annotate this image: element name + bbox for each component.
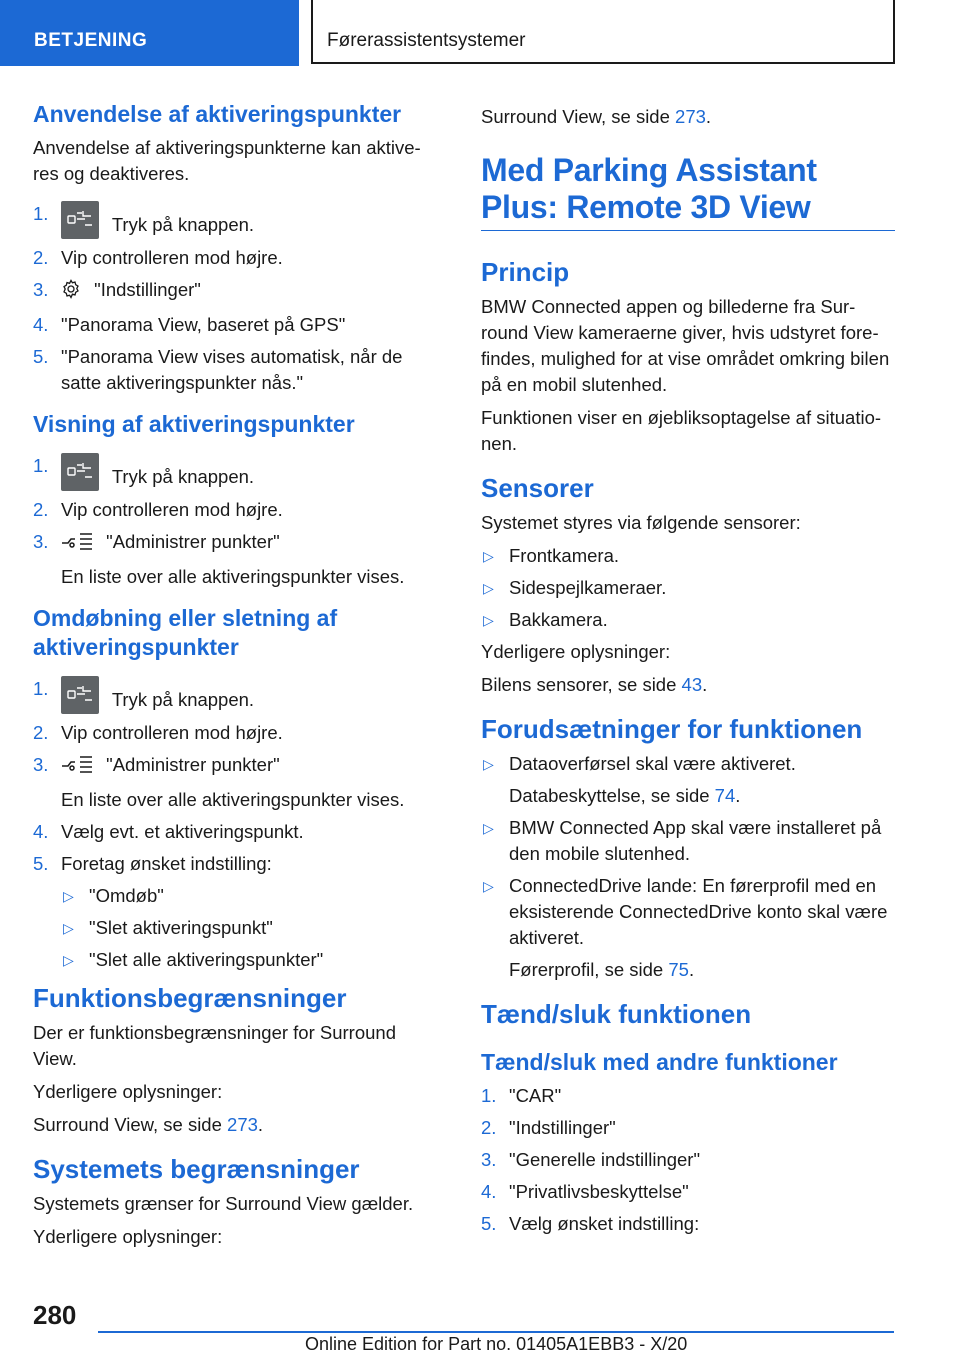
option-button-icon xyxy=(61,676,99,714)
list-item xyxy=(481,1179,895,1205)
step-note: En liste over alle aktiveringspunkter vises. xyxy=(61,789,405,810)
text: Bilens sensorer, se side xyxy=(481,674,682,695)
step-number: 5. xyxy=(33,853,49,874)
list-item xyxy=(33,676,436,714)
bullet-triangle-icon: ▷ xyxy=(483,548,494,564)
page-header xyxy=(0,0,960,66)
step-number: 3. xyxy=(481,1149,497,1170)
paragraph: Systemet styres via følgende sensorer: xyxy=(481,512,801,533)
list-item xyxy=(33,497,436,523)
step-number: 3. xyxy=(33,279,49,300)
bullet-text: ConnectedDrive lande: En førerprofil med en eksisterende ConnectedDrive konto skal være aktiveret. xyxy=(509,875,888,948)
list-item xyxy=(33,720,436,746)
paragraph xyxy=(33,1112,436,1138)
steps-list xyxy=(33,201,436,396)
step-number: 1. xyxy=(33,455,49,476)
step-number: 1. xyxy=(33,203,49,224)
left-column xyxy=(33,100,436,1257)
bullet-text: Dataoverførsel skal være aktiveret. xyxy=(509,753,796,774)
text: Databeskyttelse, se side xyxy=(509,785,715,806)
text: . xyxy=(735,785,741,806)
list-item xyxy=(61,947,436,973)
chapter-title: Førerassistentsystemer xyxy=(311,0,895,64)
bullet-triangle-icon: ▷ xyxy=(63,952,74,968)
list-item xyxy=(61,883,436,909)
sensor-list xyxy=(481,543,895,633)
step-text: "Indstillinger" xyxy=(94,279,201,300)
paragraph: Yderligere oplysninger: xyxy=(481,641,671,662)
bullet-text: Bakkamera. xyxy=(509,609,608,630)
paragraph: Yderligere oplysninger: xyxy=(33,1226,223,1247)
section-tab: BETJENING xyxy=(0,0,299,66)
step-text: "Generelle indstillinger" xyxy=(509,1149,701,1170)
page-link[interactable]: 273 xyxy=(675,106,706,127)
bullet-text: Frontkamera. xyxy=(509,545,620,566)
step-number: 3. xyxy=(33,754,49,775)
paragraph: Anvendelse af aktiveringspunkterne kan aktiveres og deaktiveres. xyxy=(33,137,421,184)
step-text: "CAR" xyxy=(509,1085,562,1106)
list-item xyxy=(33,312,436,338)
text: Surround View, se side xyxy=(481,106,676,127)
text: Surround View, se side xyxy=(33,1114,228,1135)
heading-sensorer: Sensorer xyxy=(481,473,594,503)
step-number: 5. xyxy=(481,1213,497,1234)
list-item xyxy=(481,873,895,983)
bullet-note xyxy=(509,957,895,983)
footer-divider xyxy=(98,1331,894,1333)
bullet-triangle-icon: ▷ xyxy=(483,820,494,836)
step-text: Vip controlleren mod højre. xyxy=(61,499,283,520)
list-item xyxy=(33,344,436,396)
page-link[interactable]: 74 xyxy=(714,785,736,806)
paragraph: Funktionen viser en øjebliksoptagelse af situationen. xyxy=(481,407,882,454)
step-text: Foretag ønsket indstilling: xyxy=(61,853,272,874)
paragraph: Der er funktionsbegrænsninger for Surround View. xyxy=(33,1022,396,1069)
list-item xyxy=(481,815,895,867)
list-item xyxy=(481,575,895,601)
subheading-taend-sluk-andre: Tænd/sluk med andre funktioner xyxy=(481,1049,838,1075)
bullet-triangle-icon: ▷ xyxy=(483,756,494,772)
step-text: Tryk på knappen. xyxy=(111,689,255,710)
heading-princip: Princip xyxy=(481,257,570,287)
step-number: 5. xyxy=(33,346,49,367)
heading-systemets-begraensninger: Systemets begrænsninger xyxy=(33,1154,360,1184)
heading-funktionsbegraensninger: Funktionsbegrænsninger xyxy=(33,983,347,1013)
step-number: 2. xyxy=(33,499,49,520)
option-button-icon xyxy=(61,201,99,239)
step-text: Tryk på knappen. xyxy=(111,214,255,235)
list-item xyxy=(481,751,895,809)
step-text: "Panorama View vises automatisk, når de satte aktiveringspunkter nås." xyxy=(61,346,403,393)
paragraph xyxy=(481,672,895,698)
text: . xyxy=(705,106,712,127)
list-item xyxy=(481,1147,895,1173)
list-item xyxy=(33,277,436,306)
step-number: 2. xyxy=(33,722,49,743)
main-heading: Med Parking Assistant Plus: Remote 3D View xyxy=(481,152,895,231)
option-button-icon xyxy=(61,453,99,491)
step-text: Vælg evt. et aktiveringspunkt. xyxy=(61,821,304,842)
paragraph: Systemets grænser for Surround View gælder. xyxy=(33,1193,414,1214)
bullet-text: "Slet aktiveringspunkt" xyxy=(89,917,273,938)
step-text: "Privatlivsbeskyttelse" xyxy=(509,1181,689,1202)
bullet-text: "Omdøb" xyxy=(89,885,164,906)
bullet-text: BMW Connected App skal være installeret på den mobile slutenhed. xyxy=(509,817,882,864)
steps-list xyxy=(481,1083,895,1237)
heading-omdobning: Omdøbning eller sletning af aktiveringspunkter xyxy=(33,605,338,660)
step-number: 4. xyxy=(481,1181,497,1202)
step-text: Vælg ønsket indstilling: xyxy=(509,1213,700,1234)
step-note: En liste over alle aktiveringspunkter vises. xyxy=(61,566,405,587)
heading-anvendelse: Anvendelse af aktiveringspunkter xyxy=(33,101,402,127)
step-number: 4. xyxy=(33,821,49,842)
list-item xyxy=(33,201,436,239)
step-number: 1. xyxy=(33,678,49,699)
page-link[interactable]: 43 xyxy=(681,674,703,695)
text: . xyxy=(257,1114,264,1135)
paragraph: Yderligere oplysninger: xyxy=(33,1081,223,1102)
step-number: 3. xyxy=(33,531,49,552)
page-link[interactable]: 75 xyxy=(668,959,689,980)
heading-taend-sluk: Tænd/sluk funktionen xyxy=(481,999,752,1029)
list-item xyxy=(33,529,436,590)
bullet-triangle-icon: ▷ xyxy=(63,888,74,904)
list-item xyxy=(481,543,895,569)
list-item xyxy=(33,752,436,813)
steps-list xyxy=(33,676,436,973)
step-text: Tryk på knappen. xyxy=(111,466,255,487)
list-item xyxy=(481,1115,895,1141)
requirements-list xyxy=(481,751,895,983)
list-item xyxy=(33,453,436,491)
text: . xyxy=(702,674,708,695)
step-text: "Panorama View, baseret på GPS" xyxy=(61,314,346,335)
step-text: "Administrer punkter" xyxy=(106,531,280,552)
text: Førerprofil, se side xyxy=(509,959,669,980)
page-number: 280 xyxy=(33,1300,77,1330)
step-text: Vip controlleren mod højre. xyxy=(61,722,283,743)
sub-bullet-list xyxy=(61,883,436,973)
bullet-triangle-icon: ▷ xyxy=(63,920,74,936)
bullet-text: "Slet alle aktiveringspunkter" xyxy=(89,949,324,970)
step-number: 2. xyxy=(33,247,49,268)
right-column xyxy=(481,104,895,1243)
bullet-note xyxy=(509,783,895,809)
paragraph: BMW Connected appen og billederne fra Surround View kameraerne giver, hvis udstyret forefindes, mulighed for at vise området omkring bilen på en mobil slutenhed. xyxy=(481,296,890,395)
step-number: 1. xyxy=(481,1085,497,1106)
gear-icon xyxy=(61,279,81,306)
footer-edition: Online Edition for Part no. 01405A1EBB3 - X/20 xyxy=(305,1334,688,1354)
heading-forudsaetninger: Forudsætninger for funktionen xyxy=(481,714,863,744)
bullet-triangle-icon: ▷ xyxy=(483,580,494,596)
list-item xyxy=(33,819,436,845)
list-item xyxy=(61,915,436,941)
list-item xyxy=(481,607,895,633)
bullet-triangle-icon: ▷ xyxy=(483,878,494,894)
paragraph xyxy=(481,104,895,130)
list-item xyxy=(481,1083,895,1109)
page-link[interactable]: 273 xyxy=(227,1114,258,1135)
steps-list xyxy=(33,453,436,590)
heading-visning: Visning af aktiveringspunkter xyxy=(33,411,355,437)
list-item xyxy=(33,245,436,271)
step-text: "Indstillinger" xyxy=(509,1117,616,1138)
list-item xyxy=(33,851,436,973)
step-number: 2. xyxy=(481,1117,497,1138)
step-number: 4. xyxy=(33,314,49,335)
text: . xyxy=(688,959,695,980)
manage-points-icon xyxy=(61,531,93,558)
step-text: Vip controlleren mod højre. xyxy=(61,247,283,268)
manage-points-icon xyxy=(61,754,93,781)
bullet-text: Sidespejlkameraer. xyxy=(509,577,667,598)
list-item xyxy=(481,1211,895,1237)
step-text: "Administrer punkter" xyxy=(106,754,280,775)
bullet-triangle-icon: ▷ xyxy=(483,612,494,628)
